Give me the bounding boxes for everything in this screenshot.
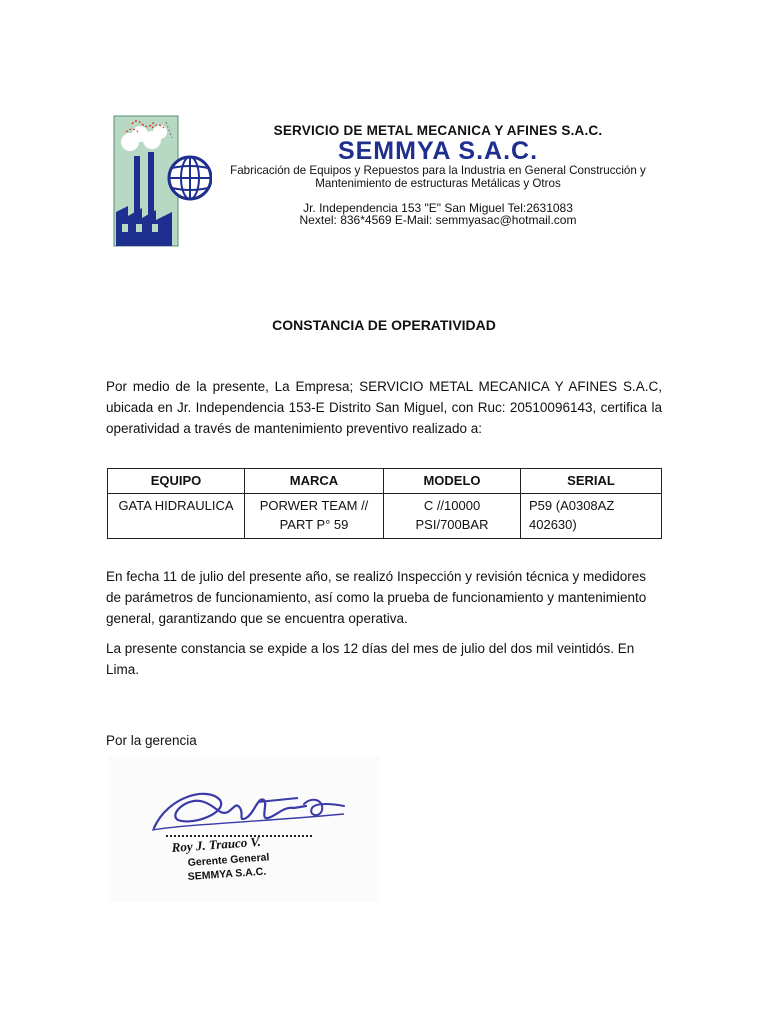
letterhead-address: Jr. Independencia 153 "E" San Miguel Tel:2631083 xyxy=(303,201,573,215)
cell-equipo: GATA HIDRAULICA xyxy=(108,494,245,539)
stamp-title: Gerente General xyxy=(187,851,270,869)
inspection-paragraph: En fecha 11 de julio del presente año, se realizó Inspección y revisión técnica y medidores de parámetros de funcionamiento, así como la prueba de funcionamiento y mantenimiento general, garantizando que se encuentra operativa. xyxy=(106,569,647,626)
header-serial: SERIAL xyxy=(521,469,662,494)
document-title: CONSTANCIA DE OPERATIVIDAD xyxy=(272,317,496,333)
letterhead-brand: SEMMYA S.A.C. xyxy=(337,137,539,165)
letterhead-contact: Nextel: 836*4569 E-Mail: semmyasac@hotmail.com xyxy=(299,213,577,227)
signature-stamp xyxy=(108,756,380,902)
letterhead-description: Fabricación de Equipos y Repuestos para la Industria en General Construcción y Mantenimiento de estructuras Metálicas y Otros xyxy=(230,164,646,190)
cell-marca: PORWER TEAM // PART P° 59 xyxy=(245,494,384,539)
closing-line: Por la gerencia xyxy=(106,733,197,748)
header-modelo: MODELO xyxy=(384,469,521,494)
factory-globe-logo xyxy=(112,112,212,250)
header-marca: MARCA xyxy=(245,469,384,494)
letterhead-company-name: SERVICIO DE METAL MECANICA Y AFINES S.A.C. xyxy=(273,123,603,138)
stamp-name: Roy J. Trauco V. xyxy=(171,833,262,855)
table-row xyxy=(108,494,662,539)
table-header-row xyxy=(108,469,662,494)
cell-serial: P59 (A0308AZ 402630) xyxy=(521,494,662,539)
stamp-company: SEMMYA S.A.C. xyxy=(187,865,267,883)
issue-date-paragraph: La presente constancia se expide a los 12 días del mes de julio del dos mil veintidós. En Lima. xyxy=(106,641,635,677)
intro-paragraph: Por medio de la presente, La Empresa; SERVICIO METAL MECANICA Y AFINES S.A.C, ubicada en Jr. Independencia 153-E Distrito San Miguel, con Ruc: 20510096143, certifica la operatividad a través de mantenimiento preventivo realizado a: xyxy=(106,379,662,436)
cell-modelo: C //10000 PSI/700BAR xyxy=(384,494,521,539)
header-equipo: EQUIPO xyxy=(108,469,245,494)
equipment-table xyxy=(107,468,662,539)
